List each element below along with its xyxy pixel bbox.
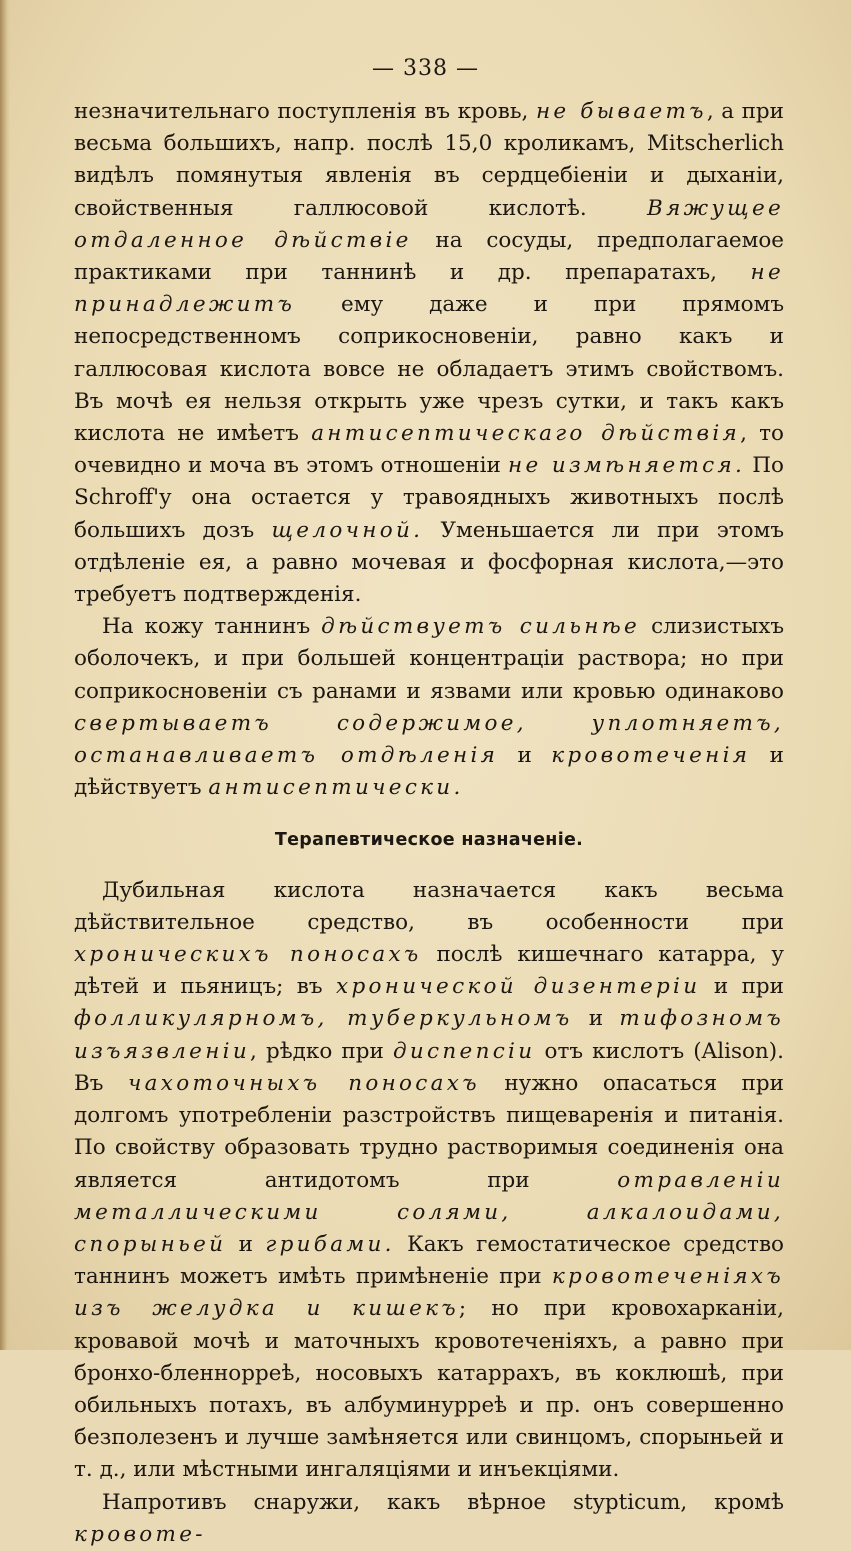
page-edge	[0, 0, 10, 1350]
paragraph-2: На кожу таннинъ дѣйствуетъ сильнѣе слизистыхъ оболочекъ, и при большей концентраціи раствора; но при соприкосновеніи съ ранами и язвами или кровью одинаково свертываетъ содержимое, уплотняетъ, останавливаетъ отдѣленія и кровотеченія и дѣйствуетъ антисептически.	[74, 614, 785, 801]
paragraph-3: Дубильная кислота назначается какъ весьма дѣйствительное средство, въ особенности при хроническихъ поносахъ послѣ кишечнаго катарра, у дѣтей и пьяницъ; въ хронической дизентеріи и при фолликулярномъ, туберкульномъ и тифозномъ изъязвленіи, рѣдко при диспепсіи отъ кислотъ (Alison). Въ чахоточныхъ поносахъ нужно опасаться при долгомъ употребленіи разстройствъ пищеваренія и питанія. По свойству образовать трудно растворимыя соединенія она является антидотомъ при отравленіи металлическими солями, алкалоидами, спорыньей и грибами. Какъ гемостатическое средство таннинъ можетъ имѣть примѣненіе при кровотеченіяхъ изъ желудка и кишекъ; но при кровохарканіи, кровавой мочѣ и маточныхъ кровотеченіяхъ, а равно при бронхо-бленнорреѣ, носовыхъ катаррахъ, въ коклюшѣ, при обильныхъ потахъ, въ албуминурреѣ и пр. онъ совершенно безполезенъ и лучше замѣняется или свинцомъ, спорыньей и т. д., или мѣстными ингаляціями и инъекціями.	[74, 877, 785, 1483]
section-title: Терапевтическое назначеніе.	[274, 830, 584, 851]
paragraph-1: незначительнаго поступленія въ кровь, не бываетъ, а при весьма большихъ, напр. послѣ 15,0 кроликамъ, Mitscherlich видѣлъ помянутыя явленія въ сердцебіеніи и дыханіи, свойственныя галлюсовой кислотѣ. Вяжущее отдаленное дѣйствіе на сосуды, предполагаемое практиками при таннинѣ и др. препаратахъ, не принадлежитъ ему даже и при прямомъ непосредственномъ соприкосновеніи, равно какъ и галлюсовая кислота вовсе не обладаетъ этимъ свойствомъ. Въ мочѣ ея нельзя открыть уже чрезъ сутки, и такъ какъ кислота не имѣетъ антисептическаго дѣйствія, то очевидно и моча въ этомъ отношеніи не измѣняется. По Schroff'у она остается у травоядныхъ животныхъ послѣ большихъ дозъ щелочной. Уменьшается ли при этомъ отдѣленіе ея, а равно мочевая и фосфорная кислота,—это требуетъ подтвержденія.	[74, 99, 785, 608]
page-body	[74, 96, 784, 1551]
paragraph-4: Напротивъ снаружи, какъ вѣрное stypticum, кромѣ кровоте-	[74, 1489, 784, 1547]
page-number: — 338 —	[372, 56, 479, 81]
